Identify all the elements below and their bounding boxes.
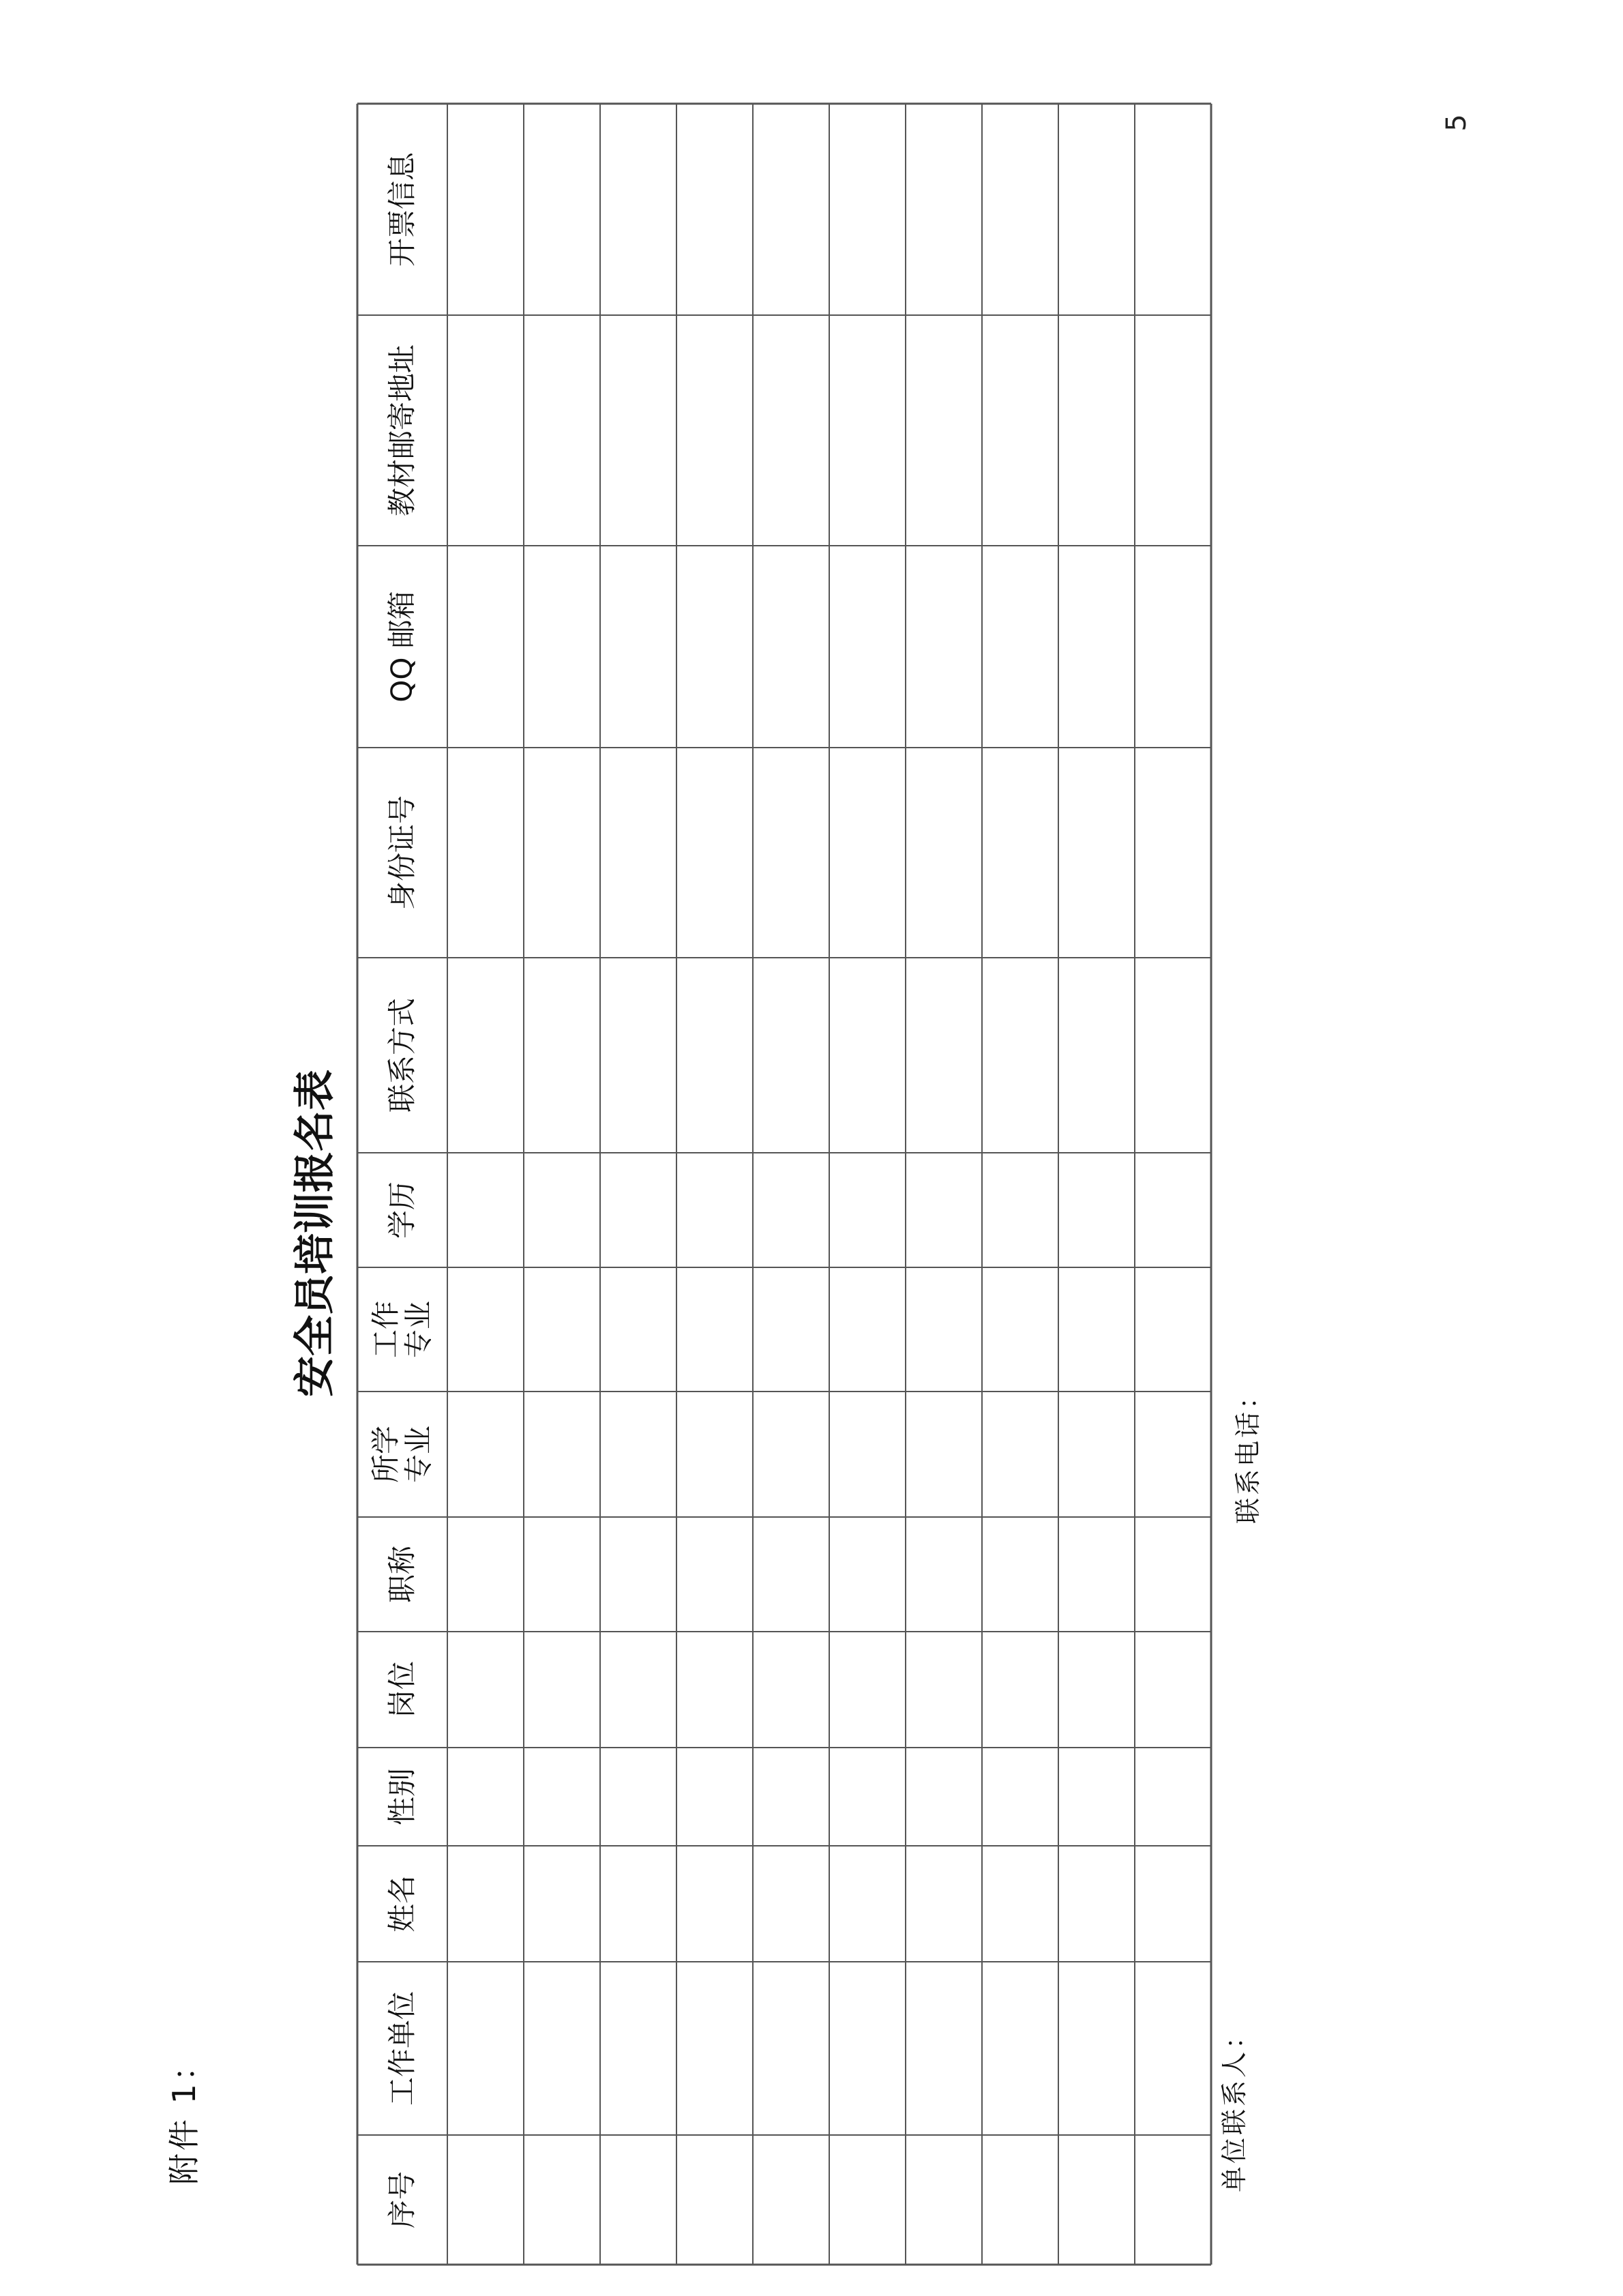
table-cell-mailing-address <box>600 315 676 546</box>
table-cell-id-number <box>753 748 829 958</box>
table-cell-title <box>524 1517 600 1632</box>
table-cell-seq <box>1058 2135 1135 2265</box>
table-cell-name <box>829 1846 906 1962</box>
table-cell-qq-email <box>1135 546 1211 748</box>
table-cell-title <box>447 1517 524 1632</box>
table-cell-education <box>982 1153 1058 1267</box>
table-cell-invoice-info <box>906 104 982 315</box>
table-cell-id-number <box>829 748 906 958</box>
table-cell-contact <box>1135 958 1211 1153</box>
table-cell-employer <box>982 1962 1058 2135</box>
table-cell-work-specialty <box>982 1267 1058 1392</box>
page-number: 5 <box>1441 114 1472 132</box>
table-cell-title <box>1058 1517 1135 1632</box>
table-cell-qq-email <box>676 546 753 748</box>
header-cell-qq-email <box>357 546 447 748</box>
header-cell-education <box>357 1153 447 1267</box>
table-cell-employer <box>906 1962 982 2135</box>
table-cell-education <box>1058 1153 1135 1267</box>
attachment-label: 附件 1： <box>166 2047 203 2185</box>
table-cell-work-specialty <box>447 1267 524 1392</box>
header-label: 学历 <box>385 1181 419 1239</box>
table-cell-contact <box>829 958 906 1153</box>
table-cell-mailing-address <box>1058 315 1135 546</box>
table-cell-name <box>676 1846 753 1962</box>
table-cell-education <box>906 1153 982 1267</box>
header-label: 姓名 <box>385 1874 419 1933</box>
table-cell-work-specialty <box>676 1267 753 1392</box>
header-label: 工作 专业 <box>368 1300 435 1359</box>
table-cell-mailing-address <box>982 315 1058 546</box>
table-cell-mailing-address <box>829 315 906 546</box>
table-cell-major-studied <box>676 1392 753 1517</box>
table-cell-invoice-info <box>600 104 676 315</box>
table-cell-invoice-info <box>676 104 753 315</box>
table-cell-title <box>982 1517 1058 1632</box>
table-cell-qq-email <box>906 546 982 748</box>
table-cell-invoice-info <box>524 104 600 315</box>
header-label: 性别 <box>385 1767 419 1826</box>
table-cell-employer <box>600 1962 676 2135</box>
header-label: QQ 邮箱 <box>385 591 419 703</box>
table-cell-seq <box>676 2135 753 2265</box>
table-cell-gender <box>753 1748 829 1846</box>
header-label: 所学 专业 <box>368 1425 435 1484</box>
table-cell-gender <box>906 1748 982 1846</box>
table-cell-mailing-address <box>1135 315 1211 546</box>
header-cell-major-studied <box>357 1392 447 1517</box>
table-cell-major-studied <box>906 1392 982 1517</box>
table-cell-position <box>753 1632 829 1748</box>
table-cell-major-studied <box>600 1392 676 1517</box>
table-cell-position <box>600 1632 676 1748</box>
table-cell-name <box>753 1846 829 1962</box>
header-cell-seq <box>357 2135 447 2265</box>
table-cell-title <box>1135 1517 1211 1632</box>
table-cell-gender <box>982 1748 1058 1846</box>
header-cell-position <box>357 1632 447 1748</box>
table-cell-name <box>906 1846 982 1962</box>
table-cell-education <box>829 1153 906 1267</box>
table-cell-employer <box>524 1962 600 2135</box>
table-cell-qq-email <box>1058 546 1135 748</box>
table-cell-invoice-info <box>447 104 524 315</box>
table-cell-education <box>524 1153 600 1267</box>
table-cell-seq <box>753 2135 829 2265</box>
header-cell-employer <box>357 1962 447 2135</box>
table-cell-education <box>676 1153 753 1267</box>
table-cell-employer <box>753 1962 829 2135</box>
table-cell-gender <box>524 1748 600 1846</box>
table-cell-id-number <box>447 748 524 958</box>
form-title: 安全员培训报名表 <box>291 1070 339 1397</box>
contact-person-label: 单位联系人： <box>1219 2020 1249 2192</box>
table-cell-qq-email <box>600 546 676 748</box>
header-label: 开票信息 <box>385 151 419 267</box>
header-cell-title <box>357 1517 447 1632</box>
table-cell-gender <box>1058 1748 1135 1846</box>
table-cell-mailing-address <box>447 315 524 546</box>
table-cell-position <box>1135 1632 1211 1748</box>
table-cell-position <box>447 1632 524 1748</box>
table-cell-invoice-info <box>982 104 1058 315</box>
table-cell-work-specialty <box>1135 1267 1211 1392</box>
table-cell-gender <box>600 1748 676 1846</box>
table-cell-name <box>447 1846 524 1962</box>
table-cell-contact <box>600 958 676 1153</box>
table-cell-work-specialty <box>1058 1267 1135 1392</box>
table-cell-work-specialty <box>524 1267 600 1392</box>
header-label: 职称 <box>385 1545 419 1604</box>
table-cell-seq <box>524 2135 600 2265</box>
table-cell-major-studied <box>982 1392 1058 1517</box>
table-cell-major-studied <box>447 1392 524 1517</box>
table-cell-contact <box>524 958 600 1153</box>
table-cell-id-number <box>982 748 1058 958</box>
table-cell-position <box>1058 1632 1135 1748</box>
table-cell-name <box>982 1846 1058 1962</box>
table-cell-position <box>676 1632 753 1748</box>
header-cell-mailing-address <box>357 315 447 546</box>
table-cell-major-studied <box>1135 1392 1211 1517</box>
table-cell-contact <box>906 958 982 1153</box>
table-cell-position <box>524 1632 600 1748</box>
table-cell-name <box>524 1846 600 1962</box>
table-cell-qq-email <box>829 546 906 748</box>
table-cell-invoice-info <box>1058 104 1135 315</box>
table-cell-employer <box>1135 1962 1211 2135</box>
table-cell-work-specialty <box>906 1267 982 1392</box>
table-cell-title <box>753 1517 829 1632</box>
table-cell-work-specialty <box>600 1267 676 1392</box>
header-cell-id-number <box>357 748 447 958</box>
table-cell-title <box>906 1517 982 1632</box>
table-cell-id-number <box>906 748 982 958</box>
table-cell-title <box>829 1517 906 1632</box>
header-cell-work-specialty <box>357 1267 447 1392</box>
header-cell-invoice-info <box>357 104 447 315</box>
table-cell-education <box>1135 1153 1211 1267</box>
table-cell-qq-email <box>982 546 1058 748</box>
table-cell-invoice-info <box>753 104 829 315</box>
table-cell-employer <box>447 1962 524 2135</box>
header-label: 联系方式 <box>385 997 419 1113</box>
table-cell-education <box>447 1153 524 1267</box>
table-cell-qq-email <box>753 546 829 748</box>
table-cell-id-number <box>1135 748 1211 958</box>
header-label: 序号 <box>385 2170 419 2229</box>
table-cell-seq <box>1135 2135 1211 2265</box>
table-cell-mailing-address <box>906 315 982 546</box>
contact-phone-label: 联系电话： <box>1233 1380 1263 1524</box>
table-cell-id-number <box>676 748 753 958</box>
table-cell-work-specialty <box>753 1267 829 1392</box>
table-cell-name <box>1058 1846 1135 1962</box>
header-label: 岗位 <box>385 1660 419 1719</box>
table-cell-invoice-info <box>1135 104 1211 315</box>
header-cell-name <box>357 1846 447 1962</box>
table-cell-contact <box>447 958 524 1153</box>
table-cell-major-studied <box>753 1392 829 1517</box>
table-cell-education <box>753 1153 829 1267</box>
header-label: 工作单位 <box>385 1990 419 2106</box>
table-cell-name <box>1135 1846 1211 1962</box>
table-cell-mailing-address <box>676 315 753 546</box>
table-cell-qq-email <box>524 546 600 748</box>
table-cell-seq <box>447 2135 524 2265</box>
table-cell-seq <box>600 2135 676 2265</box>
table-cell-gender <box>1135 1748 1211 1846</box>
table-cell-invoice-info <box>829 104 906 315</box>
table-cell-contact <box>676 958 753 1153</box>
table-cell-gender <box>676 1748 753 1846</box>
table-cell-employer <box>676 1962 753 2135</box>
table-cell-mailing-address <box>753 315 829 546</box>
table-cell-position <box>906 1632 982 1748</box>
table-cell-gender <box>829 1748 906 1846</box>
table-cell-contact <box>753 958 829 1153</box>
header-cell-contact <box>357 958 447 1153</box>
header-label: 教材邮寄地址 <box>385 344 419 517</box>
table-cell-seq <box>829 2135 906 2265</box>
table-cell-employer <box>829 1962 906 2135</box>
table-cell-major-studied <box>524 1392 600 1517</box>
header-label: 身份证号 <box>385 795 419 911</box>
table-cell-major-studied <box>829 1392 906 1517</box>
table-cell-qq-email <box>447 546 524 748</box>
table-cell-seq <box>982 2135 1058 2265</box>
table-cell-title <box>600 1517 676 1632</box>
table-cell-employer <box>1058 1962 1135 2135</box>
table-cell-contact <box>982 958 1058 1153</box>
table-cell-name <box>600 1846 676 1962</box>
table-cell-position <box>829 1632 906 1748</box>
table-cell-mailing-address <box>524 315 600 546</box>
table-cell-contact <box>1058 958 1135 1153</box>
table-cell-major-studied <box>1058 1392 1135 1517</box>
table-cell-gender <box>447 1748 524 1846</box>
table-cell-id-number <box>524 748 600 958</box>
header-cell-gender <box>357 1748 447 1846</box>
table-cell-id-number <box>1058 748 1135 958</box>
table-cell-education <box>600 1153 676 1267</box>
table-cell-title <box>676 1517 753 1632</box>
table-cell-work-specialty <box>829 1267 906 1392</box>
table-cell-id-number <box>600 748 676 958</box>
table-cell-position <box>982 1632 1058 1748</box>
table-cell-seq <box>906 2135 982 2265</box>
